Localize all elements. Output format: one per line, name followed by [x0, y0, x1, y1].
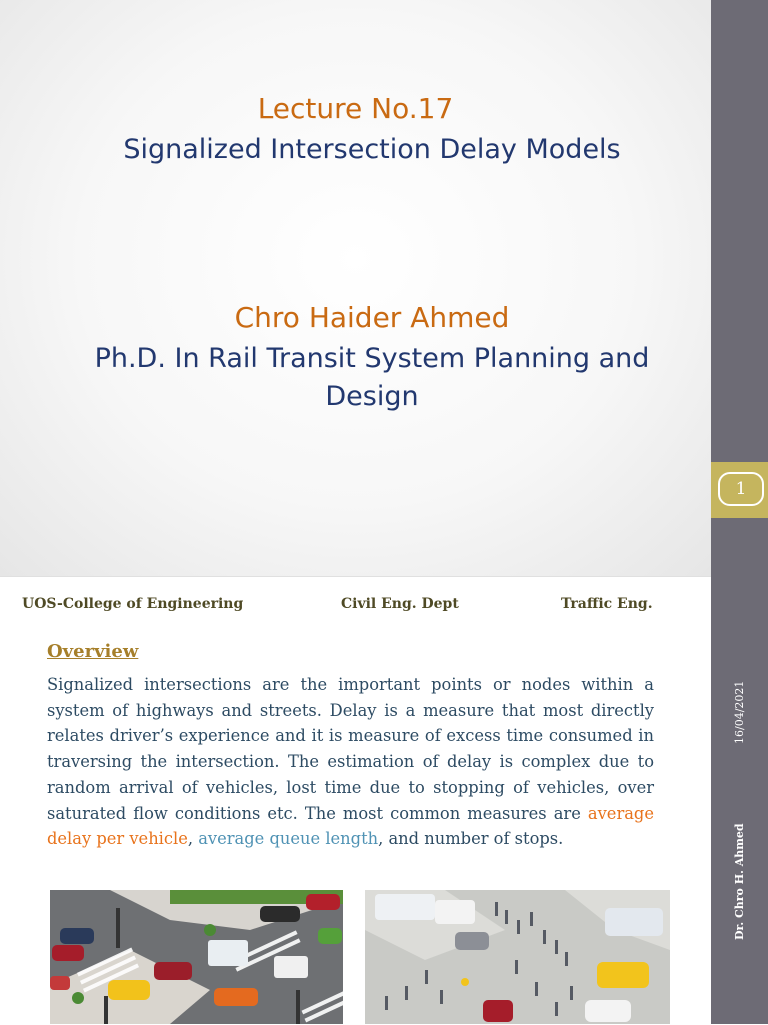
lecture-title: Signalized Intersection Delay Models	[123, 134, 621, 165]
page-number-badge	[711, 462, 768, 518]
sidebar-author	[722, 810, 762, 950]
sidebar-date	[722, 660, 762, 750]
highlight-queue-length: average queue length	[198, 829, 379, 849]
paragraph-text-end: , and number of stops.	[378, 829, 564, 849]
overview-paragraph	[47, 672, 654, 852]
paragraph-separator: ,	[187, 829, 199, 849]
busy-street-illustration	[365, 890, 670, 1024]
sidebar-date-text: 16/04/2021	[733, 680, 746, 744]
page-number: 1	[735, 479, 747, 499]
overview-heading: Overview	[47, 641, 139, 662]
header-subject: Traffic Eng.	[561, 596, 653, 612]
paragraph-text: Signalized intersections are the important points or nodes within a system of highways and streets. Delay is a measure that most directly relates driver’s experience and it is measure of excess time consumed in traversing the intersection. The estimation of delay is complex due to random arrival of vehicles, lost time due to stopping of vehicles, over saturated flow conditions etc. The most common measures are	[47, 675, 654, 823]
highlight-average-delay: average delay per vehicle	[47, 803, 654, 849]
author-name: Chro Haider Ahmed	[234, 301, 510, 334]
lecture-number: Lecture No.17	[257, 92, 454, 125]
header-college: UOS-College of Engineering	[22, 596, 244, 612]
intersection-cars-illustration	[50, 890, 343, 1024]
header-dept: Civil Eng. Dept	[341, 596, 459, 612]
author-degree: Ph.D. In Rail Transit System Planning and Design	[94, 343, 650, 412]
sidebar-author-text: Dr. Chro H. Ahmed	[733, 823, 746, 940]
